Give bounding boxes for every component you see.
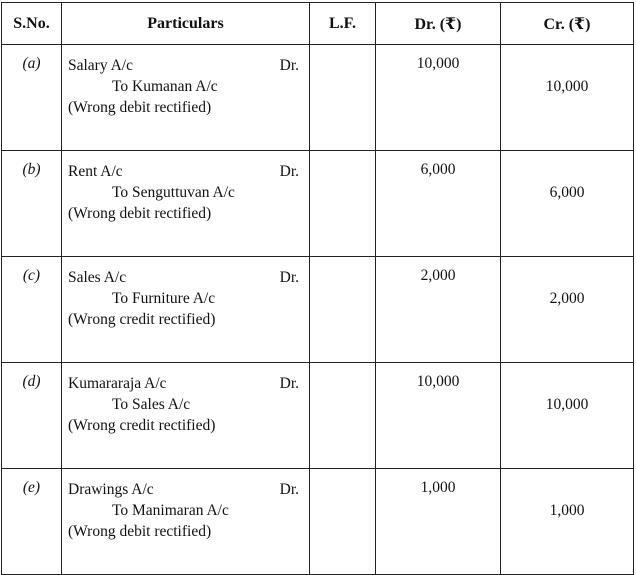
debit-line — [68, 267, 305, 288]
row-sno: (c) — [2, 257, 62, 363]
cr-amount-value: 10,000 — [545, 78, 589, 95]
dr-mark: Dr. — [279, 57, 299, 74]
row-particulars — [62, 363, 310, 469]
debit-line — [68, 161, 305, 182]
credit-account: To Senguttuvan A/c — [112, 184, 235, 201]
header-dr: Dr. (₹) — [376, 3, 501, 45]
row-lf — [310, 363, 376, 469]
cr-amount-value: 10,000 — [545, 396, 589, 413]
header-row — [2, 3, 634, 45]
narration: (Wrong debit rectified) — [68, 205, 212, 222]
table-row — [2, 45, 634, 151]
credit-account: To Furniture A/c — [112, 290, 216, 307]
narration: (Wrong debit rectified) — [68, 99, 212, 116]
cr-amount-value: 2,000 — [549, 290, 585, 307]
header-sno: S.No. — [2, 3, 62, 45]
dr-mark: Dr. — [279, 481, 299, 498]
journal-container — [1, 2, 634, 575]
debit-account: Salary A/c — [68, 57, 133, 74]
row-cr-amount — [501, 257, 634, 363]
row-sno: (a) — [2, 45, 62, 151]
row-cr-amount — [501, 469, 634, 575]
row-cr-amount — [501, 45, 634, 151]
row-lf — [310, 45, 376, 151]
credit-account: To Manimaran A/c — [112, 502, 229, 519]
row-dr-amount: 6,000 — [376, 151, 501, 257]
dr-mark: Dr. — [279, 375, 299, 392]
row-cr-amount — [501, 363, 634, 469]
row-dr-amount: 2,000 — [376, 257, 501, 363]
rectification-journal-table — [1, 2, 634, 575]
row-dr-amount: 10,000 — [376, 363, 501, 469]
row-cr-amount — [501, 151, 634, 257]
row-particulars — [62, 469, 310, 575]
narration: (Wrong credit rectified) — [68, 417, 216, 434]
row-sno: (d) — [2, 363, 62, 469]
dr-mark: Dr. — [279, 163, 299, 180]
row-particulars — [62, 257, 310, 363]
header-lf: L.F. — [310, 3, 376, 45]
row-particulars — [62, 45, 310, 151]
narration: (Wrong debit rectified) — [68, 523, 212, 540]
debit-line — [68, 373, 305, 394]
debit-account: Drawings A/c — [68, 481, 154, 498]
row-lf — [310, 469, 376, 575]
dr-mark: Dr. — [279, 269, 299, 286]
header-particulars: Particulars — [62, 3, 310, 45]
row-sno: (e) — [2, 469, 62, 575]
debit-account: Kumararaja A/c — [68, 375, 167, 392]
debit-line — [68, 479, 305, 500]
row-dr-amount: 1,000 — [376, 469, 501, 575]
table-row — [2, 363, 634, 469]
debit-account: Rent A/c — [68, 163, 123, 180]
row-lf — [310, 151, 376, 257]
narration: (Wrong credit rectified) — [68, 311, 216, 328]
row-dr-amount: 10,000 — [376, 45, 501, 151]
row-sno: (b) — [2, 151, 62, 257]
header-cr: Cr. (₹) — [501, 3, 634, 45]
table-row — [2, 151, 634, 257]
table-row — [2, 469, 634, 575]
credit-account: To Sales A/c — [112, 396, 191, 413]
cr-amount-value: 1,000 — [549, 502, 585, 519]
debit-account: Sales A/c — [68, 269, 127, 286]
row-particulars — [62, 151, 310, 257]
debit-line — [68, 55, 305, 76]
row-lf — [310, 257, 376, 363]
table-row — [2, 257, 634, 363]
credit-account: To Kumanan A/c — [112, 78, 218, 95]
cr-amount-value: 6,000 — [549, 184, 585, 201]
